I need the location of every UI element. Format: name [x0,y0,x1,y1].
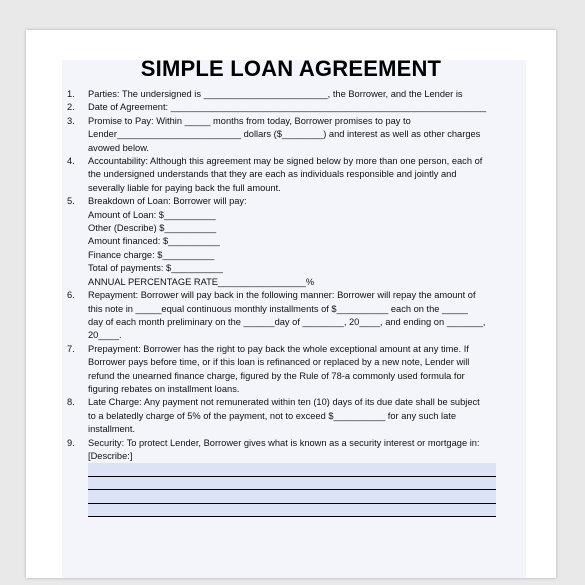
clause-line[interactable]: Lender________________________ dollars ($________) and interest as well as other charges [88,129,481,140]
clause-line: Borrower pays before time, or if this loan is refinanced or replaced by a new note, Lender will [88,357,470,368]
clause-repayment [40,289,542,343]
clause-line[interactable]: Promise to Pay: Within _____ months from today, Borrower promises to pay to [88,115,411,126]
clause-number: 1. [67,89,75,99]
clause-parties [40,88,542,101]
clause-line: severally liable for paying back the full amount. [88,182,281,193]
other-describe-field[interactable]: Other (Describe) $__________ [88,223,217,234]
security-description-line[interactable] [88,490,496,503]
clause-line: [Describe:] [88,450,133,461]
clause-prepayment [40,343,542,397]
amount-of-loan-field[interactable]: Amount of Loan: $__________ [88,209,216,220]
total-of-payments-field[interactable]: Total of payments: $__________ [88,263,223,274]
document-title: SIMPLE LOAN AGREEMENT [140,56,442,81]
amount-financed-field[interactable]: Amount financed: $__________ [88,236,220,247]
clause-accountability [40,155,542,195]
clause-line[interactable]: Parties: The undersigned is ________________________, the Borrower, and the Lender is [88,89,463,99]
clause-line: Late Charge: Any payment not remunerated within ten (10) days of its due date shall be subject [88,397,480,408]
clause-line[interactable]: day of each month preliminary on the ______day of ________, 20____, and ending on _______, [88,316,486,327]
clause-line: Accountability: Although this agreement may be signed below by more than one person, each of [88,156,483,167]
agreement-body [40,88,542,517]
clause-number: 8. [67,397,75,408]
clause-number: 7. [67,343,75,354]
clause-number: 9. [67,437,75,448]
clause-number: 3. [67,115,75,126]
clause-line: the undersigned understands that they are each as individuals responsible and jointly and [88,169,457,180]
clause-date [40,101,542,114]
clause-promise-to-pay [40,115,542,155]
security-description-line[interactable] [88,463,496,476]
clause-number: 2. [67,102,75,113]
clause-breakdown-of-loan [40,195,542,289]
clause-list [40,88,542,517]
clause-line[interactable]: 20____. [88,330,122,341]
clause-line: figuring rebates on installment loans. [88,383,240,394]
finance-charge-field[interactable]: Finance charge: $__________ [88,249,215,260]
clause-line[interactable]: to a belatedly charge of 5% of the payment, not to exceed $__________ for any such late [88,410,456,421]
clause-late-charge [40,396,542,436]
clause-line[interactable]: Date of Agreement: _____________________________________________________________ [88,102,487,113]
security-description-line[interactable] [88,477,496,490]
clause-line: Breakdown of Loan: Borrower will pay: [88,196,247,207]
clause-number: 4. [67,156,75,167]
clause-number: 6. [67,290,75,301]
clause-line: refund the unearned finance charge, figured by the Rule of 78-a commonly used formula for [88,370,465,381]
annual-percentage-rate-field[interactable]: ANNUAL PERCENTAGE RATE_________________% [88,276,315,287]
clause-line[interactable]: this note in _____equal continuous monthly installments of $__________ each on the _____ [88,303,468,314]
security-description-line[interactable] [88,504,496,517]
clause-line: Repayment: Borrower will pay back in the following manner: Borrower will repay the amount of [88,290,476,301]
clause-number: 5. [67,196,75,207]
clause-line: avowed below. [88,142,149,153]
clause-line: Prepayment: Borrower has the right to pay back the whole exceptional amount at any time. If [88,343,469,354]
clause-line: Security: To protect Lender, Borrower gives what is known as a security interest or mortgage in: [88,437,480,448]
document-page [26,30,556,578]
clause-security [40,437,542,517]
clause-line: installment. [88,424,136,435]
